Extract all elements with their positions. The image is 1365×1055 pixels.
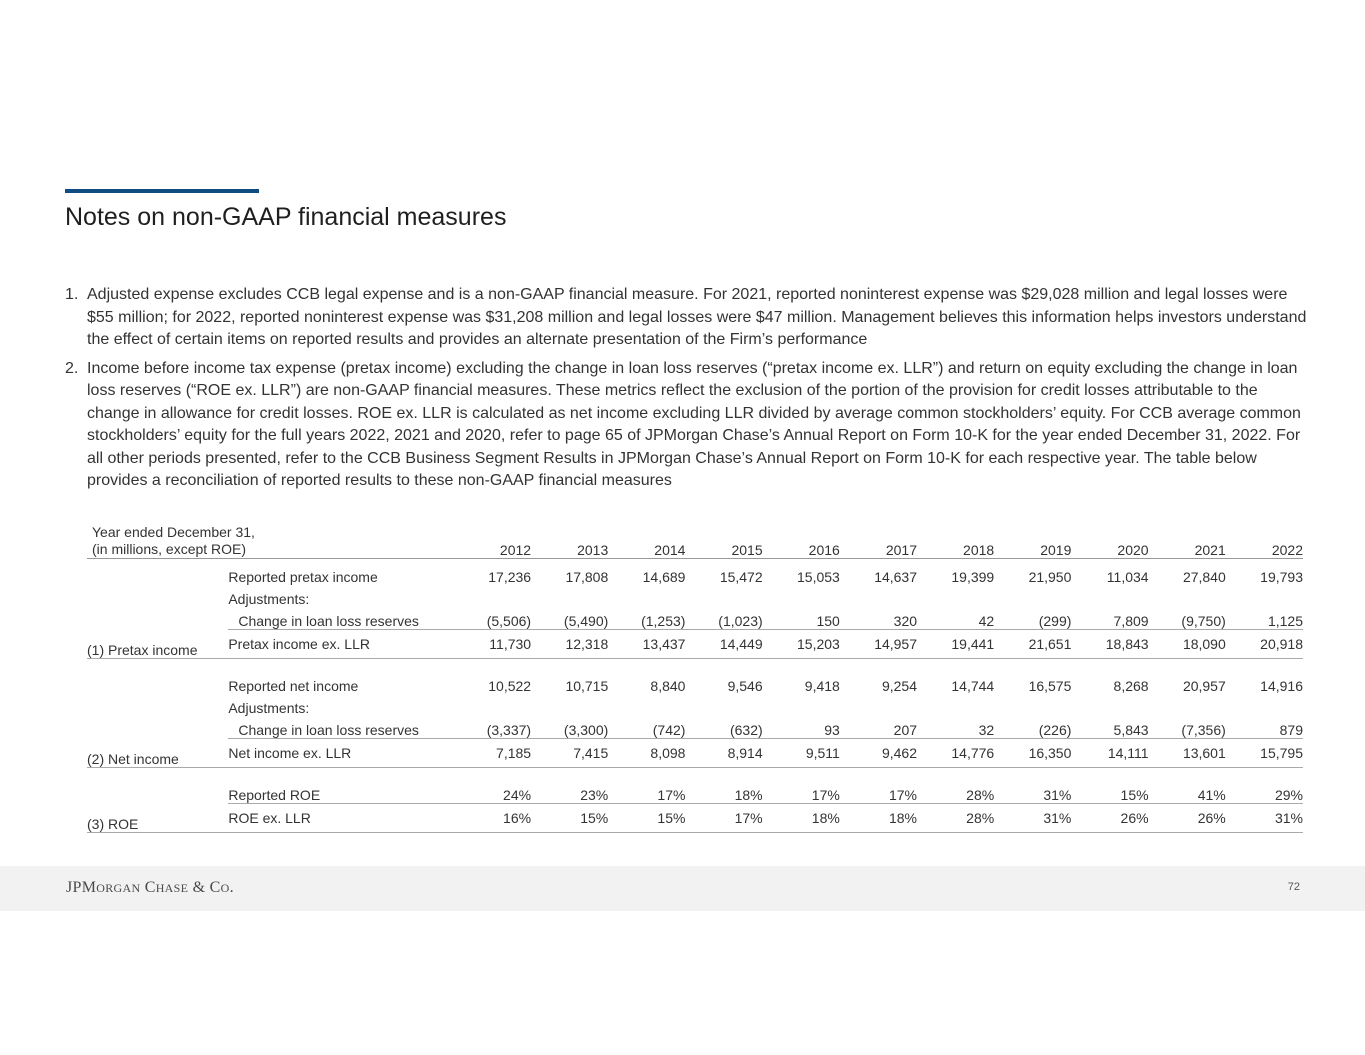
note-text: Income before income tax expense (pretax income) excluding the change in loan loss reserves (“pretax income ex. LLR”) and return on equity excluding the change in loan loss reserves (“ROE ex. LLR”) are non-GAAP financial measures. These metrics reflect the exclusion of the portion of the provision for credit losses attributable to the change in allowance for credit losses. ROE ex. LLR is calculated as net income excluding LLR divided by average common stockholders’ equity. For CCB average common stockholders’ equity for the full years 2022, 2021 and 2020, refer to page 65 of JPMorgan Chase’s Annual Report on Form 10-K for the year ended December 31, 2022. For all other periods presented, refer to the CCB Business Segment Results in JPMorgan Chase’s Annual Report on Form 10-K for each respective year. The table below provides a reconciliation of reported results to these non-GAAP financial measures [87,359,1301,489]
table-header-label: Year ended December 31, (in millions, except ROE) [87,524,474,559]
title-accent-bar [65,189,259,193]
value-cell: 879 [1279,722,1303,738]
value-cell: 17,808 [565,569,609,585]
group-label: (1) Pretax income [87,559,228,659]
value-cell: (5,506) [486,613,532,629]
table-row [87,716,1303,739]
value-cell: 42 [978,613,995,629]
value-cell: 10,715 [565,678,609,694]
row-label: Reported pretax income [228,569,378,585]
row-label: Reported ROE [228,787,321,803]
value-cell: 20,957 [1182,678,1226,694]
value-cell: 12,318 [531,630,608,659]
value-cell: 8,268 [1113,678,1149,694]
year-header: 2018 [917,524,994,559]
value-cell: 16% [474,804,531,833]
value-cell: 23% [580,787,609,803]
value-cell [685,585,762,607]
value-cell: 93 [824,722,840,738]
year-header: 2013 [531,524,608,559]
value-cell: 17,236 [488,569,532,585]
value-cell: 207 [893,722,918,738]
value-cell: 9,254 [881,678,918,694]
value-cell: 5,843 [1113,722,1149,738]
value-cell [531,694,608,716]
value-cell: (1,023) [718,613,763,629]
value-cell [608,585,685,607]
value-cell [531,585,608,607]
value-cell: 7,809 [1113,613,1149,629]
value-cell: 31% [1226,804,1303,833]
note-number: 2. [65,359,79,377]
value-cell: 16,350 [994,739,1071,768]
note-item [65,358,1310,493]
value-cell [608,694,685,716]
value-cell: 15% [531,804,608,833]
group-label: (3) ROE [87,777,228,833]
value-cell: 18% [840,804,917,833]
row-label: Reported net income [228,678,359,694]
value-cell [1226,585,1303,607]
row-label: Change in loan loss reserves [238,722,419,738]
value-cell: 26% [1149,804,1226,833]
table-row [87,777,1303,804]
row-label: Net income ex. LLR [228,739,474,768]
value-cell [1071,585,1148,607]
value-cell: 10,522 [488,678,532,694]
value-cell: 8,840 [650,678,686,694]
value-cell [1226,694,1303,716]
value-cell: 14,449 [685,630,762,659]
value-cell: (7,356) [1181,722,1226,738]
value-cell: 27,840 [1182,569,1226,585]
reconciliation-table [87,524,1303,833]
table-row [87,630,1303,659]
value-cell [917,694,994,716]
value-cell: (742) [652,722,686,738]
value-cell: (5,490) [563,613,609,629]
page-title: Notes on non-GAAP financial measures [65,203,507,231]
spacer-cell [87,659,1303,669]
value-cell: (632) [729,722,763,738]
value-cell: 15,795 [1226,739,1303,768]
table-row [87,585,1303,607]
value-cell: 28% [966,787,995,803]
value-cell [763,694,840,716]
value-cell: 7,415 [531,739,608,768]
value-cell: 13,601 [1149,739,1226,768]
value-cell [840,694,917,716]
year-header: 2012 [474,524,531,559]
value-cell: 19,793 [1260,569,1303,585]
year-header: 2017 [840,524,917,559]
value-cell: 20,918 [1226,630,1303,659]
table-row [87,559,1303,586]
table-row [87,668,1303,694]
value-cell: 19,441 [917,630,994,659]
notes-list [65,284,1310,499]
value-cell: 31% [994,804,1071,833]
page-number: 72 [1287,881,1300,893]
value-cell [474,585,531,607]
note-number: 1. [65,286,79,303]
value-cell: 15,472 [719,569,763,585]
table-row [87,607,1303,630]
value-cell: 31% [1043,787,1072,803]
value-cell [763,585,840,607]
row-label: Pretax income ex. LLR [228,630,474,659]
value-cell: (226) [1038,722,1072,738]
value-cell: 26% [1071,804,1148,833]
year-header: 2020 [1071,524,1148,559]
value-cell: 14,744 [951,678,995,694]
value-cell: 24% [503,787,532,803]
value-cell: (3,300) [563,722,609,738]
value-cell: 15% [1120,787,1149,803]
value-cell: 14,111 [1071,739,1148,768]
year-header: 2019 [994,524,1071,559]
value-cell: 9,511 [763,739,840,768]
value-cell: 1,125 [1267,613,1303,629]
value-cell: 15,053 [797,569,840,585]
row-spacer [87,659,1303,669]
value-cell: 17% [657,787,686,803]
value-cell: 19,399 [951,569,995,585]
value-cell [994,585,1071,607]
row-label: Adjustments: [228,591,310,607]
value-cell: 32 [978,722,995,738]
value-cell: (9,750) [1181,613,1226,629]
value-cell: (299) [1038,613,1072,629]
value-cell: 8,914 [685,739,762,768]
value-cell: 16,575 [1028,678,1072,694]
value-cell: 17% [685,804,762,833]
value-cell: 150 [816,613,840,629]
value-cell: (3,337) [486,722,532,738]
value-cell: 18% [763,804,840,833]
value-cell [840,585,917,607]
row-label: Change in loan loss reserves [238,613,419,629]
value-cell: 21,950 [1028,569,1072,585]
table-row [87,804,1303,833]
value-cell: 18,090 [1149,630,1226,659]
value-cell: 8,098 [608,739,685,768]
year-header: 2014 [608,524,685,559]
row-label: ROE ex. LLR [228,804,474,833]
value-cell [994,694,1071,716]
value-cell: 17% [811,787,840,803]
value-cell: 15,203 [763,630,840,659]
note-item [65,284,1310,352]
group-label: (2) Net income [87,668,228,768]
value-cell: 18% [734,787,763,803]
value-cell [1071,694,1148,716]
value-cell: 14,916 [1260,678,1303,694]
value-cell: 28% [917,804,994,833]
value-cell [1149,694,1226,716]
year-header: 2015 [685,524,762,559]
value-cell: 9,418 [804,678,840,694]
value-cell [1149,585,1226,607]
value-cell: (1,253) [641,613,686,629]
value-cell: 7,185 [474,739,531,768]
value-cell: 9,462 [840,739,917,768]
value-cell [685,694,762,716]
company-logo: JPMORGAN CHASE & CO. [66,879,234,896]
row-label: Adjustments: [228,700,310,716]
value-cell: 41% [1197,787,1226,803]
value-cell: 14,637 [874,569,918,585]
table-row [87,694,1303,716]
value-cell: 29% [1274,787,1303,803]
value-cell [474,694,531,716]
year-header: 2016 [763,524,840,559]
spacer-cell [87,768,1303,778]
value-cell: 14,776 [917,739,994,768]
value-cell: 11,034 [1106,569,1149,585]
value-cell: 15% [608,804,685,833]
note-text: Adjusted expense excludes CCB legal expense and is a non-GAAP financial measure. For 2021, reported noninterest expense was $29,028 million and legal losses were $55 million; for 2022, reported noninterest expense was $31,208 million and legal losses were $47 million. Management believes this information helps investors understand the effect of certain items on reported results and provides an alternate presentation of the Firm’s performance [87,286,1307,348]
value-cell: 18,843 [1071,630,1148,659]
value-cell: 21,651 [994,630,1071,659]
footer [0,866,1365,911]
value-cell: 13,437 [608,630,685,659]
year-header: 2022 [1226,524,1303,559]
value-cell: 14,957 [840,630,917,659]
row-spacer [87,768,1303,778]
year-header: 2021 [1149,524,1226,559]
value-cell [917,585,994,607]
value-cell: 11,730 [474,630,531,659]
value-cell: 320 [893,613,918,629]
table-header-row [87,524,1303,559]
table-row [87,739,1303,768]
value-cell: 17% [888,787,918,803]
value-cell: 9,546 [727,678,763,694]
value-cell: 14,689 [642,569,686,585]
